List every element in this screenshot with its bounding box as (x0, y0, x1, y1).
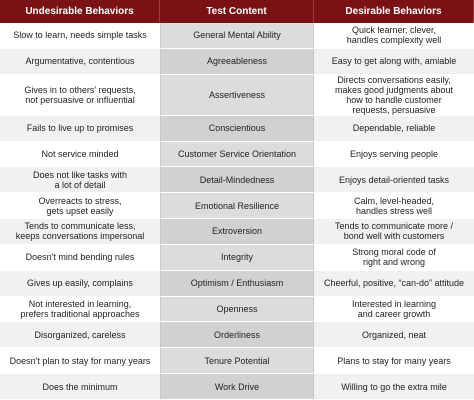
test-content-cell: Customer Service Orientation (160, 142, 314, 168)
desirable-cell: Quick learner, clever, handles complexity well (314, 23, 474, 49)
desirable-cell: Willing to go the extra mile (314, 374, 474, 400)
test-content-cell: Emotional Resilience (160, 193, 314, 219)
undesirable-cell: Disorganized, careless (0, 322, 160, 348)
test-content-cell: Assertiveness (160, 75, 314, 116)
desirable-cell: Dependable, reliable (314, 116, 474, 142)
header-test-content: Test Content (160, 0, 314, 23)
header-desirable: Desirable Behaviors (314, 0, 474, 23)
desirable-cell: Enjoys detail-oriented tasks (314, 167, 474, 193)
desirable-cell: Strong moral code of right and wrong (314, 245, 474, 271)
desirable-cell: Organized, neat (314, 322, 474, 348)
test-content-cell: Integrity (160, 245, 314, 271)
header-undesirable: Undesirable Behaviors (0, 0, 160, 23)
undesirable-cell: Not service minded (0, 142, 160, 168)
desirable-cell: Calm, level-headed, handles stress well (314, 193, 474, 219)
test-content-cell: Orderliness (160, 322, 314, 348)
desirable-cell: Interested in learning and career growth (314, 297, 474, 323)
desirable-cell: Easy to get along with, amiable (314, 49, 474, 75)
undesirable-cell: Not interested in learning, prefers traditional approaches (0, 297, 160, 323)
undesirable-cell: Gives up easily, complains (0, 271, 160, 297)
test-content-cell: Detail-Mindedness (160, 167, 314, 193)
undesirable-cell: Tends to communicate less, keeps conversations impersonal (0, 219, 160, 245)
undesirable-cell: Argumentative, contentious (0, 49, 160, 75)
test-content-cell: Conscientious (160, 116, 314, 142)
test-content-cell: Optimism / Enthusiasm (160, 271, 314, 297)
test-content-cell: Extroversion (160, 219, 314, 245)
undesirable-cell: Does not like tasks with a lot of detail (0, 167, 160, 193)
desirable-cell: Plans to stay for many years (314, 348, 474, 374)
undesirable-cell: Doesn't mind bending rules (0, 245, 160, 271)
desirable-cell: Tends to communicate more / bond well with customers (314, 219, 474, 245)
desirable-cell: Enjoys serving people (314, 142, 474, 168)
undesirable-cell: Slow to learn, needs simple tasks (0, 23, 160, 49)
undesirable-cell: Overreacts to stress, gets upset easily (0, 193, 160, 219)
undesirable-cell: Does the minimum (0, 374, 160, 400)
desirable-cell: Cheerful, positive, “can-do” attitude (314, 271, 474, 297)
undesirable-cell: Fails to live up to promises (0, 116, 160, 142)
undesirable-cell: Doesn't plan to stay for many years (0, 348, 160, 374)
test-content-cell: Tenure Potential (160, 348, 314, 374)
test-content-cell: Work Drive (160, 374, 314, 400)
test-content-cell: General Mental Ability (160, 23, 314, 49)
desirable-cell: Directs conversations easily, makes good judgments about how to handle customer requests, persuasive (314, 75, 474, 116)
undesirable-cell: Gives in to others' requests, not persuasive or influential (0, 75, 160, 116)
test-content-cell: Openness (160, 297, 314, 323)
test-content-cell: Agreeableness (160, 49, 314, 75)
